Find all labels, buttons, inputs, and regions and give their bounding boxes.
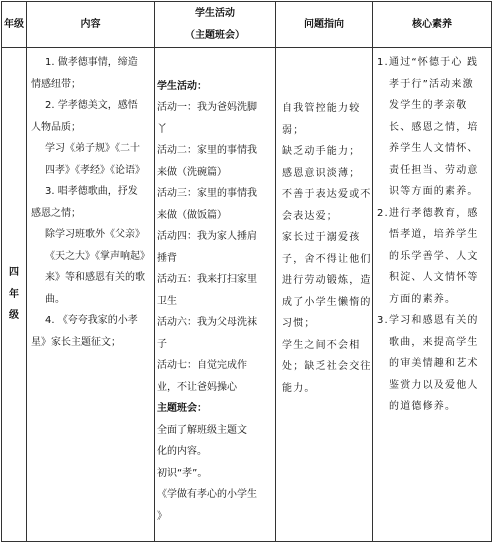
grade-char: 四 <box>9 267 19 279</box>
activity-line: 初识“孝”。 <box>157 467 208 479</box>
header-content: 内容 <box>27 2 155 48</box>
activity-line: 来做（洗碗篇） <box>157 166 227 178</box>
content-line: 4. 《夸夸我家的小孝 <box>45 315 138 326</box>
header-activity-line2: （主题班会） <box>185 29 245 41</box>
literacy-item <box>377 310 487 418</box>
content-line: 除学习班歌外《父亲》 <box>45 229 145 240</box>
literacy-line: 发学生的孝亲敬 <box>389 100 468 111</box>
literacy-line: 的乐学善学、人文 <box>389 250 479 262</box>
activity-line: 来做（做饭篇） <box>157 209 227 221</box>
header-activity <box>155 2 276 48</box>
literacy-number: 1. <box>377 57 389 68</box>
issues-line: 弱； <box>282 124 305 136</box>
literacy-line: 歌曲，来提高学生 <box>389 336 479 348</box>
content-line: 星》家长主题征文； <box>31 336 121 348</box>
issues-line: 会表达爱； <box>282 210 338 222</box>
literacy-number: 2. <box>377 207 389 219</box>
header-row <box>2 2 492 48</box>
literacy-line: 进行孝德教育，感 <box>389 207 479 219</box>
content-line: 《天之大》《掌声响起》 <box>45 250 150 262</box>
activity-line: 子 <box>157 338 167 350</box>
issues-line: 进行劳动锻炼，造 <box>282 275 372 286</box>
content-cell <box>27 48 155 542</box>
activity-cell <box>155 48 276 542</box>
content-line: 学习《弟子规》《二十 <box>45 143 140 154</box>
literacy-line: 养学生人文情怀、 <box>389 143 479 154</box>
activity-line: 全面了解班级主题文 <box>157 424 247 436</box>
literacy-line: 的道德修养。 <box>389 401 457 412</box>
content-line: 曲。 <box>45 293 65 305</box>
grade-char: 年 <box>9 288 19 300</box>
activity-line: 活动六：我为父母洗袜 <box>157 317 257 328</box>
activity-heading: 学生活动： <box>157 80 207 92</box>
activity-line: 丫 <box>157 123 167 135</box>
activity-line: 《学做有孝心的小学生 <box>157 489 257 500</box>
content-line: 3. 唱孝德歌曲，抒发 <box>45 186 138 197</box>
activity-line: 业，不让爸妈操心 <box>157 381 237 393</box>
activity-line: 活动七：自觉完成作 <box>157 360 247 371</box>
content-line: 来》等和感恩有关的歌 <box>45 272 145 283</box>
header-literacy: 核心素养 <box>373 2 492 48</box>
issues-line: 处；缺乏社会交往 <box>282 361 372 372</box>
activity-line: 活动二：家里的事情我 <box>157 145 257 156</box>
issues-line: 缺乏动手能力； <box>282 146 361 157</box>
activity-line: 捶背 <box>157 252 177 264</box>
grade-char: 级 <box>9 310 19 322</box>
issues-line: 不善于表达爱或不 <box>282 189 372 200</box>
literacy-number: 3. <box>377 315 389 326</box>
activity-line: 活动五：我来打扫家里 <box>157 274 257 285</box>
literacy-line: 孝于行”活动来激 <box>389 78 474 90</box>
literacy-line: 的审美情趣和艺术 <box>389 358 479 369</box>
curriculum-table <box>1 1 492 542</box>
issues-line: 习惯； <box>282 318 316 329</box>
content-line: 2. 学孝德美文，感悟 <box>45 100 138 111</box>
literacy-line: 方面的素养。 <box>389 293 457 305</box>
literacy-item <box>377 52 487 203</box>
issues-line: 家长过于溺爱孩 <box>282 232 361 243</box>
content-line: 感恩之情； <box>31 207 81 219</box>
activity-heading: 主题班会： <box>157 403 207 414</box>
literacy-line: 鉴赏力以及爱他人 <box>389 379 479 391</box>
literacy-cell <box>373 48 492 542</box>
header-activity-line1: 学生活动 <box>195 7 235 19</box>
issues-line: 子，舍不得让他们 <box>282 253 372 265</box>
activity-line: 》 <box>157 510 167 522</box>
activity-line: 卫生 <box>157 295 177 307</box>
literacy-line: 积淀、人文情怀等 <box>389 272 479 283</box>
literacy-line: 识等方面的素养。 <box>389 186 479 197</box>
content-line: 情感纽带； <box>31 78 81 90</box>
issues-line: 学生之间不会相 <box>282 339 361 351</box>
literacy-line: 责任担当、劳动意 <box>389 164 479 176</box>
grade-cell <box>2 48 27 542</box>
issues-line: 感恩意识淡薄； <box>282 167 361 179</box>
issues-cell <box>276 48 373 542</box>
activity-line: 活动四：我为家人捶肩 <box>157 231 257 242</box>
content-line: 人物品质； <box>31 121 81 133</box>
activity-line: 活动一：我为爸妈洗脚 <box>157 102 257 113</box>
content-line: 四孝》《孝经》《论语》 <box>45 164 145 176</box>
content-line: 1. 做孝德事情，缔造 <box>45 57 138 68</box>
issues-line: 成了小学生懒惰的 <box>282 296 372 308</box>
literacy-item <box>377 203 487 311</box>
header-grade: 年级 <box>2 2 27 48</box>
literacy-line: 长、感恩之情，培 <box>389 121 479 133</box>
header-issues: 问题指向 <box>276 2 373 48</box>
literacy-line: 通过“怀德于心 践 <box>389 57 479 68</box>
literacy-line: 学习和感恩有关的 <box>389 315 479 326</box>
activity-line: 化的内容。 <box>157 446 207 457</box>
issues-line: 能力。 <box>282 382 316 394</box>
literacy-line: 悟孝道，培养学生 <box>389 229 479 240</box>
activity-line: 活动三：家里的事情我 <box>157 188 257 199</box>
issues-line: 自我管控能力较 <box>282 103 361 114</box>
grade-row <box>2 48 492 542</box>
